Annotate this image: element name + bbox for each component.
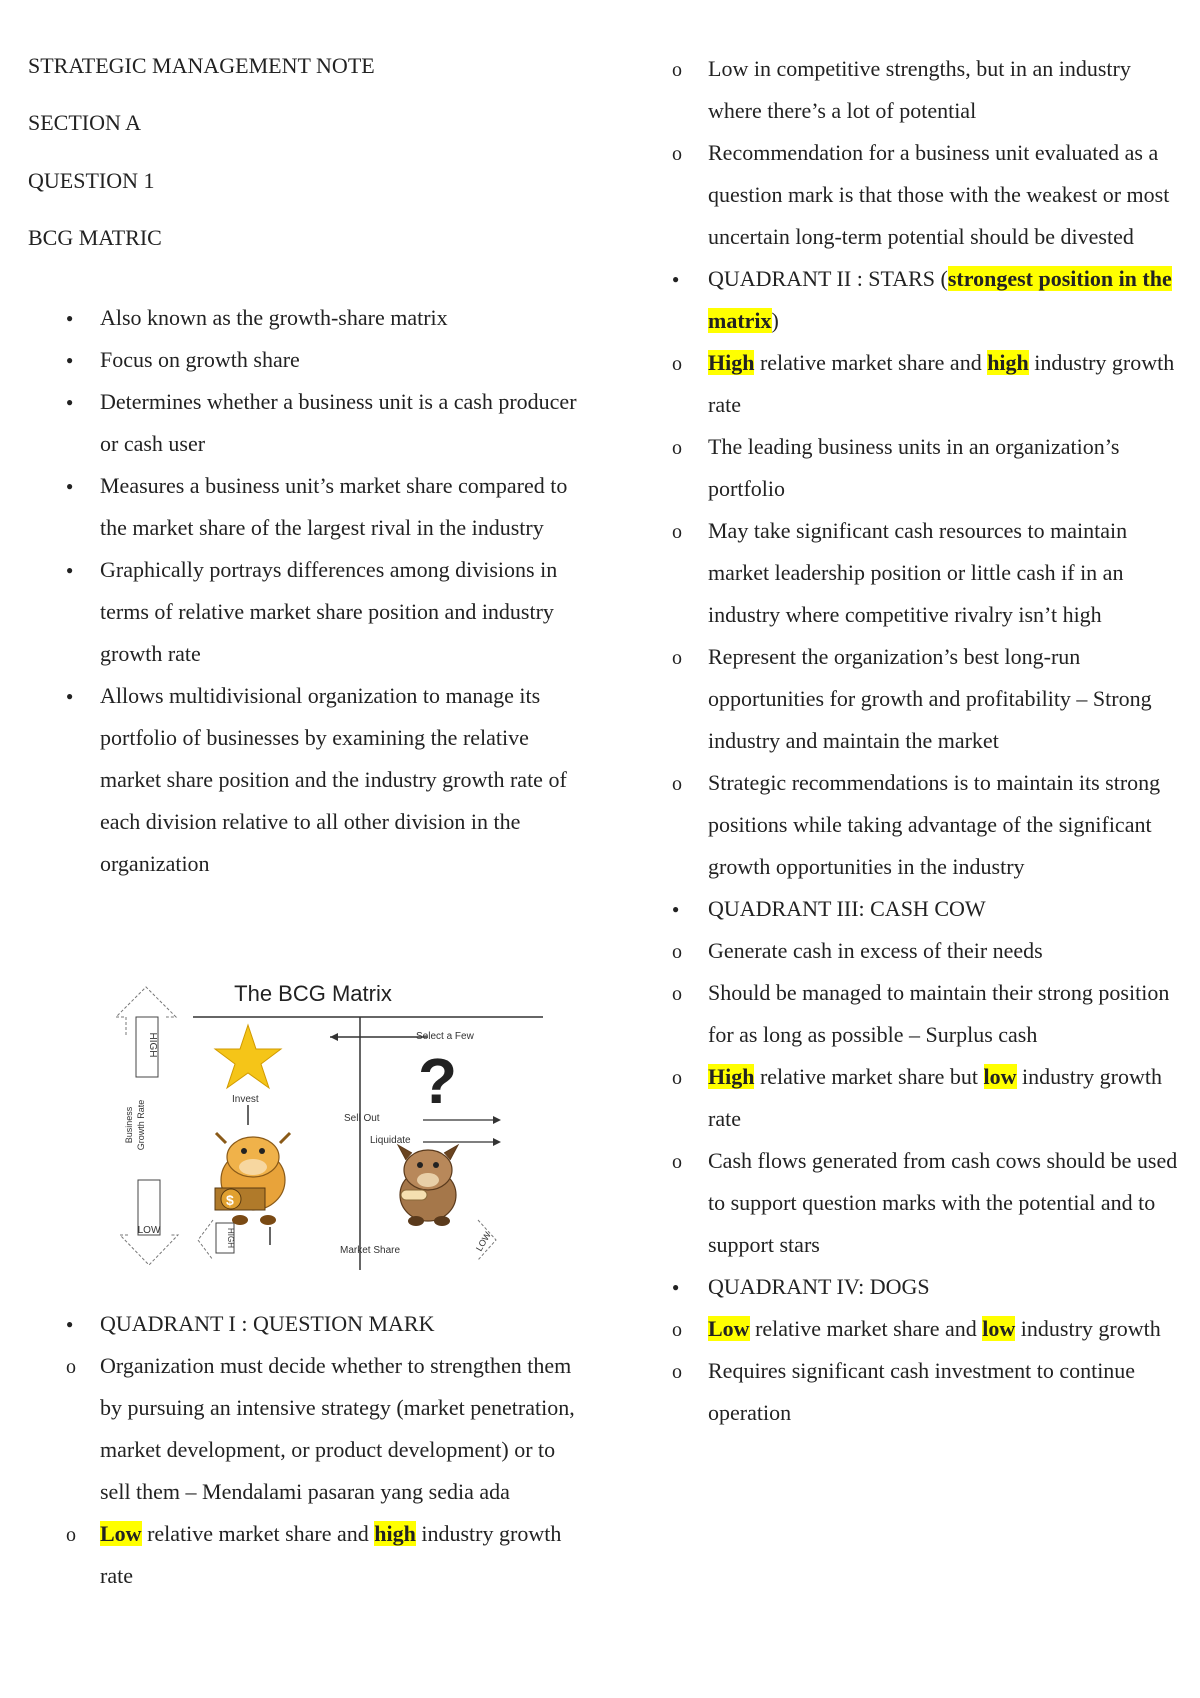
list-item: o Should be managed to maintain their strong position for as long as possible – Surplus cash — [660, 972, 1180, 1056]
list-item: o Low in competitive strengths, but in an industry where there’s a lot of potential — [660, 48, 1180, 132]
list-item: o Cash flows generated from cash cows should be used to support question marks with the potential and to support stars — [660, 1140, 1180, 1266]
cash-cow-icon — [215, 1133, 290, 1225]
list-item: o Represent the organization’s best long-run opportunities for growth and profitability – Strong industry and maintain the market — [660, 636, 1180, 762]
bcg-matrix-figure — [98, 975, 558, 1305]
star-icon — [215, 1025, 281, 1088]
dog-icon — [398, 1145, 458, 1226]
left-arrow-icon — [198, 1220, 213, 1260]
sell-out-label: Sell Out — [344, 1113, 380, 1124]
intro-list — [28, 297, 588, 885]
down-arrow-icon — [120, 1235, 178, 1265]
list-item: o High relative market share but low industry growth rate — [660, 1056, 1180, 1140]
figure-title: The BCG Matrix — [234, 981, 392, 1006]
low-right-label: LOW — [473, 1230, 493, 1253]
list-item: ● Focus on growth share — [28, 339, 588, 381]
list-item: ● Graphically portrays differences among divisions in terms of relative market share position and industry growth rate — [28, 549, 588, 675]
list-item: o May take significant cash resources to maintain market leadership position or little cash if in an industry where competitive rivalry isn’t high — [660, 510, 1180, 636]
doc-title: STRATEGIC MANAGEMENT NOTE — [28, 53, 375, 78]
list-item: o Requires significant cash investment to continue operation — [660, 1350, 1180, 1434]
question-heading: QUESTION 1 — [28, 168, 155, 193]
section-heading: SECTION A — [28, 110, 142, 135]
list-item: o Recommendation for a business unit evaluated as a question mark is that those with the weakest or most uncertain long-term potential should be divested — [660, 132, 1180, 258]
list-item: ● Determines whether a business unit is a cash producer or cash user — [28, 381, 588, 465]
list-item: ● Measures a business unit’s market share compared to the market share of the largest rival in the industry — [28, 465, 588, 549]
q1-heading: QUADRANT I : QUESTION MARK — [100, 1311, 435, 1336]
list-item: ● QUADRANT II : STARS (strongest position in the matrix) — [660, 258, 1180, 342]
list-item: o Low relative market share and high industry growth rate — [28, 1513, 588, 1597]
right-list — [660, 48, 1180, 1434]
topic-heading: BCG MATRIC — [28, 225, 162, 250]
list-item: o The leading business units in an organization’s portfolio — [660, 426, 1180, 510]
list-item: ● Allows multidivisional organization to manage its portfolio of businesses by examining the relative market share position and the industry growth rate of each division relative to all other division in the organization — [28, 675, 588, 885]
up-arrow-icon — [116, 987, 176, 1035]
invest-label: Invest — [232, 1094, 259, 1105]
list-item: o Organization must decide whether to strengthen them by pursuing an intensive strategy (market penetration, market development, or product development) or to sell them – Mendalami pasaran yang sedia ada — [28, 1345, 588, 1513]
market-share-label: Market Share — [340, 1245, 401, 1256]
high-top-label: HIGH — [147, 1032, 158, 1058]
list-item: o Generate cash in excess of their needs — [660, 930, 1180, 972]
list-item — [28, 1303, 588, 1345]
growth-axis-label-2: Growth Rate — [136, 1099, 146, 1151]
question-mark-icon: ? — [418, 1045, 458, 1117]
list-item: o Strategic recommendations is to maintain its strong positions while taking advantage of the significant growth opportunities in the industry — [660, 762, 1180, 888]
list-item: ● Also known as the growth-share matrix — [28, 297, 588, 339]
q1-list — [28, 1303, 588, 1597]
high-bottom-label: HIGH — [226, 1228, 235, 1248]
liquidate-label: Liquidate — [370, 1135, 411, 1146]
list-item: o Low relative market share and low industry growth — [660, 1308, 1180, 1350]
growth-axis-label-1: Business — [124, 1106, 134, 1144]
list-item: ● QUADRANT IV: DOGS — [660, 1266, 1180, 1308]
dollar-icon: $ — [226, 1192, 234, 1208]
list-item: ● QUADRANT III: CASH COW — [660, 888, 1180, 930]
select-few-label: Select a Few — [416, 1031, 474, 1042]
low-left-label: LOW — [137, 1225, 161, 1236]
list-item: o High relative market share and high industry growth rate — [660, 342, 1180, 426]
